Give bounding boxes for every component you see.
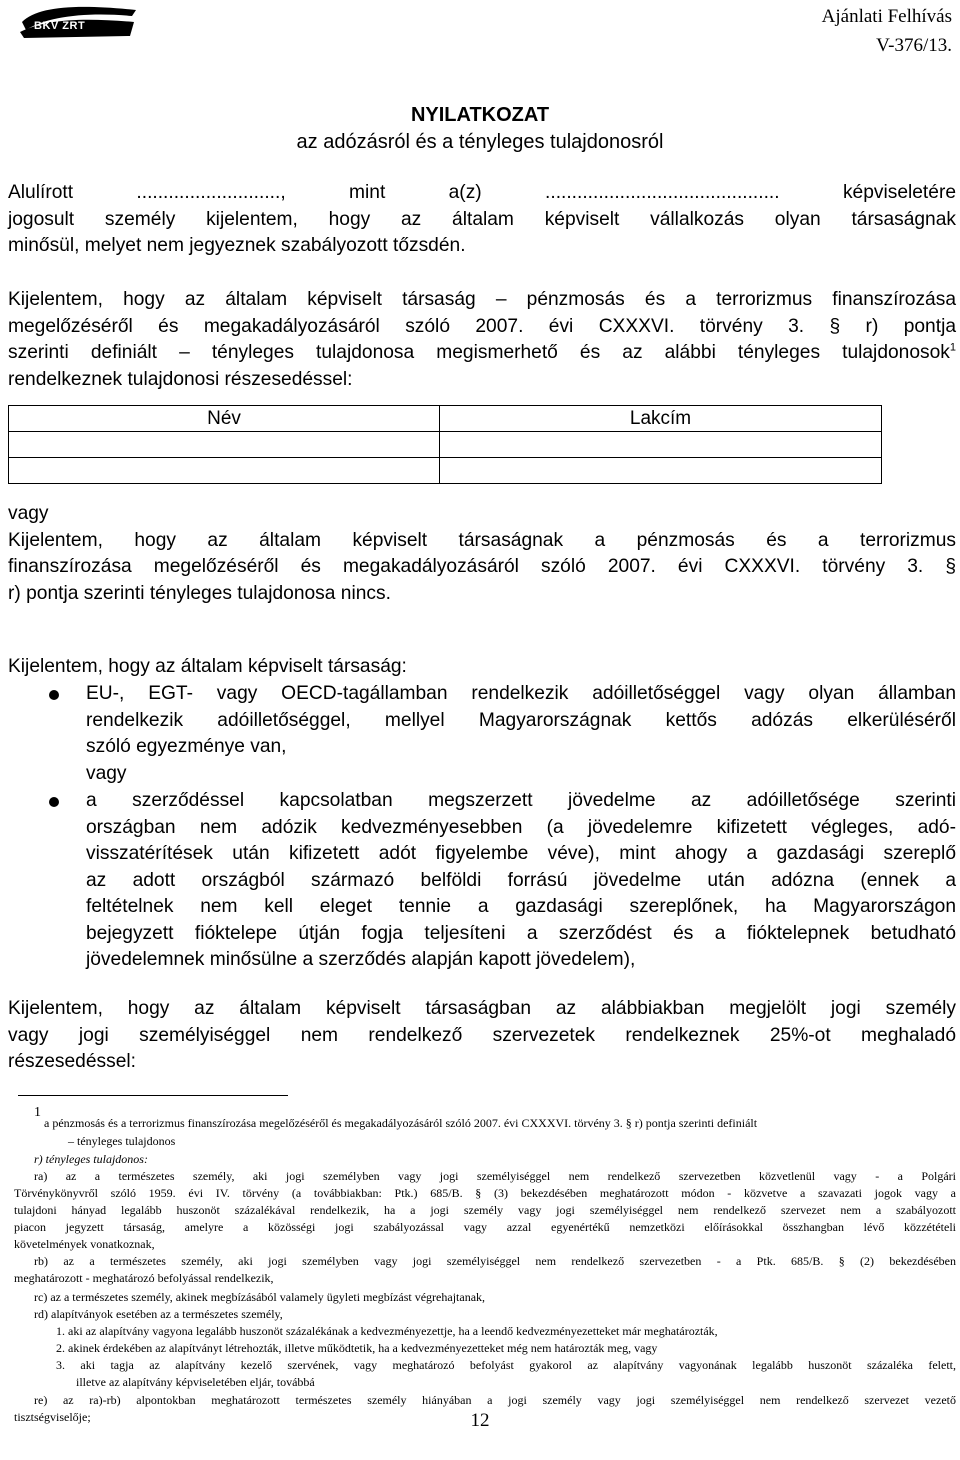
bullet1-line-3: szóló egyezménye van, xyxy=(86,736,287,757)
bullet-item-2 xyxy=(86,788,956,974)
footnote-rd-3-line-2: illetve az alapítvány képviseletében eljár, továbbá xyxy=(76,1375,315,1389)
footnote-rb-line-2: meghatározott - meghatározó befolyással rendelkezik, xyxy=(14,1271,274,1285)
footnote-re-line-2: tisztségviselője; xyxy=(14,1410,91,1424)
bullet2-line-6: bejegyzett fióktelepe útján fogja teljesíteni a szerződést és a fióktelepnek betudható xyxy=(86,922,956,944)
declaration-paragraph-4-intro: Kijelentem, hogy az általam képviselt társaság: xyxy=(8,656,407,677)
footnote-rd-3 xyxy=(56,1357,956,1391)
footnote-1-continuation: – tényleges tulajdonos xyxy=(68,1134,176,1148)
footnote-ra-line-5: követelmények vonatkoznak, xyxy=(14,1237,155,1251)
footnote-rc: rc) az a természetes személy, akinek megbízásából valamely ügyleti megbízást végrehajtanak, xyxy=(34,1290,486,1304)
footnote-r-heading-text: r) tényleges tulajdonos: xyxy=(34,1152,148,1166)
table-header-row xyxy=(9,406,882,432)
bullet2-line-2: országban nem adózik kedvezményesebben (a jövedelemre kifizetett végleges, adó- xyxy=(86,816,956,838)
para3-or: vagy xyxy=(8,503,49,524)
footnote-ra-line-1: ra) az a természetes személy, aki jogi személyben vagy jogi személyiséggel nem rendelkező szervezetben közvetlenül vagy - a Polgári xyxy=(34,1169,956,1183)
footnote-1-text: a pénzmosás és a terrorizmus finanszírozása megelőzéséről és megakadályozásáról szóló 2007. évi CXXXVI. törvény 3. § r) pontja szerinti definiált xyxy=(44,1116,758,1130)
document-reference xyxy=(822,2,952,60)
bullet2-line-5: feltételnek nem kell eleget tennie a gazdasági szereplőnek, ha Magyarországon xyxy=(86,896,956,917)
footnote-ra xyxy=(14,1168,956,1253)
para3-line-2: finanszírozása megelőzéséről és megakadályozásáról szóló 2007. évi CXXXVI. törvény 3. § xyxy=(8,556,956,577)
bullet-icon xyxy=(49,797,59,807)
document-subtitle: az adózásról és a tényleges tulajdonosról xyxy=(296,131,664,153)
bullet-item-1 xyxy=(86,681,956,787)
column-header-name: Név xyxy=(9,406,440,432)
para2-line-3 xyxy=(8,340,956,367)
para2-line-1: Kijelentem, hogy az általam képviselt társaság – pénzmosás és a terrorizmus finanszírozása xyxy=(8,289,956,310)
footnote-rb-line-1: rb) az a természetes személy, aki jogi személyben vagy jogi személyiséggel nem rendelkező szervezetben - a Ptk. 685/B. § (2) bekezdésében xyxy=(34,1254,956,1268)
table-row xyxy=(9,432,882,458)
para2-line-4: rendelkeznek tulajdonosi részesedéssel: xyxy=(8,368,353,390)
footnote-rb xyxy=(14,1253,956,1287)
para3-line-1: Kijelentem, hogy az általam képviselt társaságnak a pénzmosás és a terrorizmus xyxy=(8,529,956,551)
page-number: 12 xyxy=(470,1410,490,1431)
para3-line-3: r) pontja szerinti tényleges tulajdonosa nincs. xyxy=(8,582,391,604)
footnote-ra-line-2: Törvénykönyvről szóló 1959. évi IV. törvény (a továbbiakban: Ptk.) 685/B. § (3) bekezdésében meghatározott módon - közvetve a szavazati jogok vagy a xyxy=(14,1186,956,1200)
para2-line-3-text: szerinti definiált – tényleges tulajdonosa megismerhető és az alábbi tényleges tulajdonosok xyxy=(8,342,950,363)
table-cell-name[interactable] xyxy=(9,432,440,458)
bullet2-line-7: jövedelemnek minősülne a szerződés alapján kapott jövedelem), xyxy=(86,949,636,970)
para1-line-2: jogosult személy kijelentem, hogy az általam képviselt vállalkozás olyan társaságnak xyxy=(8,208,956,230)
column-header-address: Lakcím xyxy=(440,406,882,432)
para1-line-3: minősül, melyet nem jegyeznek szabályozott tőzsdén. xyxy=(8,235,466,256)
bullet2-line-3: visszatérítések után kifizetett adót figyelembe véve), mint ahogy a gazdasági szereplő xyxy=(86,843,956,864)
footnote-separator xyxy=(18,1095,288,1096)
para2-line-2: megelőzéséről és megakadályozásáról szóló 2007. évi CXXXVI. törvény 3. § r) pontja xyxy=(8,315,956,337)
footnote-ref-1: 1 xyxy=(949,341,956,354)
para5-line-2: vagy jogi személyiséggel nem rendelkező szervezetek rendelkeznek 25%-ot meghaladó xyxy=(8,1024,956,1046)
footnote-rd-1: 1. aki az alapítvány vagyona legalább huszonöt százalékának a kedvezményezettje, ha a leendő kedvezményezetteket már meghatározták, xyxy=(56,1324,718,1338)
para5-line-3: részesedéssel: xyxy=(8,1051,136,1072)
header-line-2: V-376/13. xyxy=(876,35,952,56)
document-title: NYILATKOZAT xyxy=(410,104,550,126)
beneficial-owners-table xyxy=(8,405,882,484)
footnote-rd-3-line-1: 3. aki tagja az alapítvány kezelő szervének, vagy meghatározó befolyást gyakorol az alapítvány vagyonának legalább huszonöt százaléka felett, xyxy=(56,1358,956,1372)
declaration-paragraph-5 xyxy=(8,996,956,1076)
bullet1-line-4: vagy xyxy=(86,762,127,784)
bullet-icon xyxy=(49,690,59,700)
bullet1-line-1: EU-, EGT- vagy OECD-tagállamban rendelkezik adóilletőséggel vagy olyan államban xyxy=(86,683,956,704)
footnote-marker: 1 xyxy=(34,1105,41,1120)
footnote-ra-line-3: tulajdoni hányad legalább huszonöt százalékával rendelkezik, ha a jogi személy vagy jogi személyiséggel nem rendelkező szervezet nem a szabályozott xyxy=(14,1203,956,1217)
declaration-paragraph-2 xyxy=(8,287,956,393)
header-line-1: Ajánlati Felhívás xyxy=(821,6,952,27)
footnote-ra-line-4: piacon jegyzett társaság, amelyre a közösségi jogi szabályozással vagy azzal egyenértékű nemzetközi előírásokkal összhangban lévő közzétételi xyxy=(14,1220,956,1234)
bullet1-line-2: rendelkezik adóilletőséggel, mellyel Magyarországnak kettős adózás elkerüléséről xyxy=(86,709,956,731)
table-cell-address[interactable] xyxy=(440,432,882,458)
footnote-rd: rd) alapítványok esetében az a természetes személy, xyxy=(34,1307,283,1321)
bullet2-line-4: az adott országból származó belföldi forrású jövedelme után adózna (ennek a xyxy=(86,869,956,891)
footnote-r-heading xyxy=(34,1151,148,1168)
table-cell-name[interactable] xyxy=(9,458,440,484)
table-row xyxy=(9,458,882,484)
logo-text: BKV ZRT xyxy=(34,20,86,32)
footnote-re-line-1: re) az ra)-rb) alpontokban meghatározott természetes személy hiányában a jogi személy vagy jogi személyiséggel nem rendelkező szervezet vezető xyxy=(34,1393,956,1407)
declaration-paragraph-1 xyxy=(8,180,956,260)
footnote-rd-2: 2. akinek érdekében az alapítványt létrehozták, illetve működtetik, ha a kedvezményezetteket még nem határozták meg, vagy xyxy=(56,1341,658,1355)
para1-line-1: Alulírott ..........................., mint a(z) ............................................ képviseletére xyxy=(8,182,956,203)
declaration-paragraph-3 xyxy=(8,501,956,607)
table-cell-address[interactable] xyxy=(440,458,882,484)
para5-line-1: Kijelentem, hogy az általam képviselt társaságban az alábbiakban megjelölt jogi személy xyxy=(8,998,956,1019)
bullet2-line-1: a szerződéssel kapcsolatban megszerzett jövedelme az adóilletősége szerinti xyxy=(86,790,956,811)
